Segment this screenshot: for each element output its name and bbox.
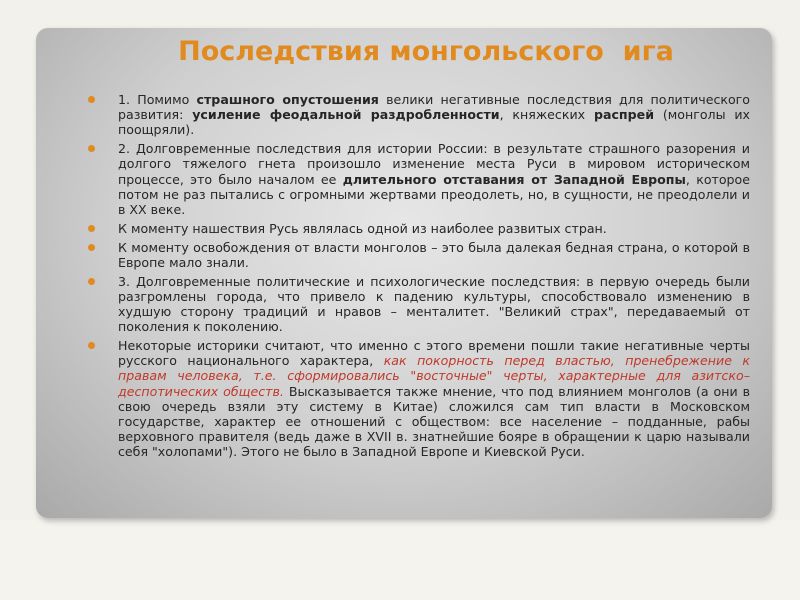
bullet-item — [88, 338, 750, 460]
bold-text-run: усиление феодальной раздробленности — [192, 107, 500, 123]
bullet-icon — [88, 278, 95, 285]
bold-text-run: длительного отставания от Западной Европы — [342, 171, 686, 187]
text-run: 3. Долговременные политические и психологические последствия: в первую очередь были разгромлены города, что привело к падению культуры, способствовало изменению в худшую сторону традиций и нравов – менталитет. "Великий страх", передаваемый от поколения к поколению. — [118, 273, 750, 335]
bold-text-run: страшного опустошения — [196, 92, 379, 107]
bullet-item — [88, 221, 750, 236]
text-run: велики негативные последствия для политического развития: — [118, 92, 750, 123]
bullet-text — [118, 274, 750, 335]
bullet-icon — [88, 96, 95, 103]
bullet-text — [118, 221, 607, 236]
bullet-text — [118, 240, 750, 270]
bullet-text — [118, 338, 750, 459]
text-run: Некоторые историки считают, что именно с этого времени пошли такие негативные черты русского национального характера, — [118, 338, 750, 369]
text-run: , княжеских — [499, 107, 594, 123]
bullet-icon — [88, 342, 95, 349]
bullet-text — [118, 141, 750, 217]
bullet-text — [118, 92, 750, 137]
bullet-icon — [88, 244, 95, 251]
bullet-item — [88, 274, 750, 335]
slide-title: Последствия монгольского ига — [178, 36, 674, 67]
text-run: (монголы их поощряли). — [118, 107, 751, 138]
bullet-icon — [88, 145, 95, 152]
text-run: 1. Помимо — [118, 92, 197, 107]
bullet-icon — [88, 225, 95, 232]
slide-footer-band — [0, 520, 800, 600]
text-run: К моменту освобождения от власти монголов – это была далекая бедная страна, о которой в Европе мало знали. — [118, 239, 750, 270]
emphasized-text-run: как покорность перед властью, пренебрежение к правам человека, т.е. сформировались "восточные" черты, характерные для азитско–деспотических обществ. — [118, 353, 750, 399]
text-run: К моменту нашествия Русь являлась одной из наиболее развитых стран. — [118, 220, 607, 236]
text-run: 2. Долговременные последствия для истории России: в результате страшного разорения и долгого тяжелого гнета произошло изменение места Руси в мировом историческом процессе, это было началом ее — [118, 141, 750, 187]
bold-text-run: распрей — [593, 107, 655, 123]
text-run: Высказывается также мнение, что под влиянием монголов (а они в свою очередь взяли эту систему в Китае) сложился сам тип власти в Московском государстве, характер ее отношений с обществом: все население – подданные, рабы верховного правителя (ведь даже в XVII в. знатнейшие бояре в обращении к царю называли себя "холопами"). Этого не было в Западной Европе и Киевской Руси. — [118, 383, 750, 460]
bullet-item — [88, 240, 750, 270]
bullet-item — [88, 141, 750, 217]
text-run: , которое потом не раз пытались с огромными жертвами преодолеть, но, в сущности, не преодолели и в XX веке. — [118, 171, 751, 218]
bullet-list — [88, 92, 750, 463]
bullet-item — [88, 92, 750, 138]
